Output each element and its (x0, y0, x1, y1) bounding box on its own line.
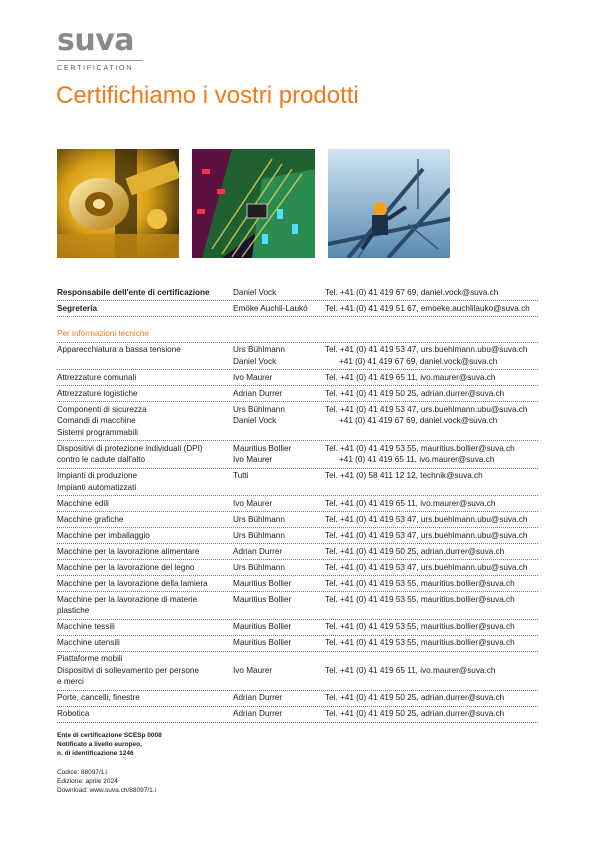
contact-details-cell (325, 470, 538, 493)
contact-name: Adrian Durrer (233, 546, 283, 556)
contact-name-cell (233, 562, 325, 574)
photo-circuit-boards (192, 149, 315, 258)
contact-details: +41 (0) 41 419 65 11, ivo.maurer@suva.ch (339, 455, 495, 464)
area-label: Comandi di macchine (57, 416, 136, 425)
table-row (57, 707, 538, 723)
contact-details: Tel. +41 (0) 41 419 53 55, mauritius.bollier@suva.ch (325, 594, 515, 604)
contact-details-cell (325, 562, 538, 574)
contact-name: Mauritius Bollier (233, 443, 292, 453)
area-label-cell (57, 637, 233, 649)
contact-details: Tel. +41 (0) 41 419 65 11, ivo.maurer@suva.ch (325, 665, 496, 675)
section-heading: Per informazioni tecniche (57, 328, 538, 343)
contact-details (325, 653, 538, 665)
contact-details: Tel. +41 (0) 41 419 53 55, mauritius.bollier@suva.ch (325, 622, 515, 631)
area-label: Macchine tessili (57, 622, 115, 631)
contact-name: Urs Bühlmann (233, 345, 285, 354)
contact-name-cell (233, 404, 325, 439)
table-row (57, 441, 538, 469)
contact-name: Urs Bühlmann (233, 404, 285, 414)
contact-row (57, 301, 538, 317)
area-label: Dispositivi di protezione individuali (DPI) (57, 443, 203, 453)
area-label: Sistemi programmabili (57, 427, 138, 437)
role-label: Responsabile dell'ente di certificazione (57, 287, 210, 297)
area-label: contro le cadute dall'alto (57, 455, 146, 464)
footer-line: Edizione: aprile 2024 (57, 778, 118, 785)
area-label-cell (57, 653, 233, 688)
contact-name: Mauritius Bollier (233, 622, 292, 631)
document-meta (57, 768, 156, 795)
contact-details-cell (325, 637, 538, 649)
contact-name: Adrian Durrer (233, 388, 283, 398)
contact-name: Emöke Auchli-Laukó (233, 303, 308, 313)
area-label-cell (57, 594, 233, 617)
table-row (57, 512, 538, 528)
footer-line: Codice: 88097/1.i (57, 769, 108, 776)
contact-details-cell (325, 498, 538, 510)
table-row (57, 691, 538, 707)
contact-name-cell (233, 621, 325, 633)
contact-name: Ivo Maurer (233, 455, 273, 464)
table-row (57, 652, 538, 691)
contact-details-cell (325, 514, 538, 526)
contact-name: Adrian Durrer (233, 693, 283, 702)
contact-name-cell (233, 388, 325, 400)
area-label-cell (57, 546, 233, 558)
contact-name-cell (233, 594, 325, 617)
contact-details: Tel. +41 (0) 41 419 50 25, adrian.durrer@suva.ch (325, 388, 505, 398)
contact-name: Mauritius Bollier (233, 638, 292, 647)
logo-wordmark: suva (57, 23, 135, 58)
contact-details: Tel. +41 (0) 41 419 53 47, urs.buehlmann.ubu@suva.ch (325, 514, 528, 524)
contact-name: Ivo Maurer (233, 665, 273, 675)
area-label: Macchine edili (57, 498, 109, 508)
contact-details: +41 (0) 41 419 67 69, daniel.vock@suva.ch (339, 416, 498, 425)
contact-name: Adrian Durrer (233, 709, 283, 718)
footer-line: Ente di certificazione SCESp 0008 (57, 732, 162, 739)
area-label-cell (57, 344, 233, 367)
area-label: Attrezzature logistiche (57, 388, 138, 398)
footer-line: Download: www.suva.ch/88097/1.i (57, 787, 157, 794)
contact-name-cell (233, 443, 325, 466)
contact-name-cell (233, 372, 325, 384)
contact-details-cell (325, 530, 538, 542)
contact-name: Tutti (233, 471, 249, 480)
contact-details: Tel. +41 (0) 41 419 53 55, mauritius.bollier@suva.ch (325, 578, 515, 588)
table-row (57, 402, 538, 441)
contact-name-cell (233, 578, 325, 590)
table-row (57, 386, 538, 402)
contact-row (57, 285, 538, 301)
contact-details: Tel. +41 (0) 58 411 12 12, technik@suva.ch (325, 471, 483, 480)
table-row (57, 496, 538, 512)
area-label: Macchine per la lavorazione di materie (57, 594, 198, 604)
contact-details: Tel. +41 (0) 41 419 53 47, urs.buehlmann.ubu@suva.ch (325, 530, 528, 540)
contact-details-cell (325, 443, 538, 466)
contact-details: Tel. +41 (0) 41 419 51 67, emoeke.auchlilauko@suva.ch (325, 303, 530, 313)
contact-name: Urs Bühlmann (233, 562, 285, 572)
table-row (57, 592, 538, 620)
table-row (57, 528, 538, 544)
contact-name: Daniel Vock (233, 416, 277, 425)
area-label: Macchine per la lavorazione della lamiera (57, 578, 208, 588)
area-label: Macchine grafiche (57, 514, 124, 524)
table-row (57, 370, 538, 386)
contact-details-cell (325, 344, 538, 367)
area-label-cell (57, 562, 233, 574)
area-label: e merci (57, 677, 84, 686)
contact-name: Urs Bühlmann (233, 530, 285, 540)
contact-details: Tel. +41 (0) 41 419 50 25, adrian.durrer@suva.ch (325, 693, 505, 702)
logo-subtitle: CERTIFICATION (57, 63, 134, 72)
contact-name: Ivo Maurer (233, 372, 273, 382)
area-label-cell (57, 372, 233, 384)
table-row (57, 469, 538, 497)
suva-logo (57, 23, 135, 72)
area-label-cell (57, 621, 233, 633)
area-label: Dispositivi di sollevamento per persone (57, 665, 199, 675)
role-label: Segreteria (57, 303, 98, 313)
technical-rows (57, 343, 538, 723)
contact-details-cell (325, 621, 538, 633)
contact-details: Tel. +41 (0) 41 419 53 47, urs.buehlmann.ubu@suva.ch (325, 562, 528, 572)
area-label: plastiche (57, 606, 90, 615)
contact-name: Daniel Vock (233, 356, 277, 366)
area-label-cell (57, 498, 233, 510)
technical-contacts-table (57, 328, 538, 723)
area-label: Attrezzature comunali (57, 372, 137, 382)
area-label: Porte, cancelli, finestre (57, 693, 140, 702)
area-label-cell (57, 388, 233, 400)
footer-line: n. di identificazione 1246 (57, 750, 134, 757)
area-label: Macchine per la lavorazione alimentare (57, 546, 200, 556)
area-label: Macchine utensili (57, 638, 120, 647)
area-label: Piattaforme mobili (57, 654, 123, 663)
contact-details-cell (325, 692, 538, 704)
contact-name: Ivo Maurer (233, 498, 273, 508)
logo-divider (57, 60, 143, 61)
contact-details: Tel. +41 (0) 41 419 53 55, mauritius.bollier@suva.ch (325, 638, 515, 647)
area-label-cell (57, 443, 233, 466)
contact-details: Tel. +41 (0) 41 419 53 55, mauritius.bollier@suva.ch (325, 443, 515, 453)
contact-name-cell (233, 530, 325, 542)
contact-name: Urs Bühlmann (233, 514, 285, 524)
table-row (57, 576, 538, 592)
table-row (57, 560, 538, 576)
area-label: Robotica (57, 709, 90, 718)
contact-name-cell (233, 653, 325, 688)
table-row (57, 544, 538, 560)
contact-name-cell (233, 344, 325, 367)
contact-name-cell (233, 708, 325, 720)
table-row (57, 636, 538, 652)
contact-name: Daniel Vock (233, 287, 277, 297)
area-label: Impianti di produzione (57, 471, 138, 480)
area-label: Componenti di sicurezza (57, 404, 147, 414)
area-label-cell (57, 578, 233, 590)
contact-details-cell (325, 594, 538, 617)
area-label: Macchine per imballaggio (57, 530, 150, 540)
contact-name: Mauritius Bollier (233, 594, 292, 604)
contact-details: Tel. +41 (0) 41 419 50 25, adrian.durrer@suva.ch (325, 709, 505, 718)
footer-line: Notificato a livello europeo, (57, 741, 142, 748)
area-label-cell (57, 530, 233, 542)
contact-name-cell (233, 470, 325, 493)
contact-name-cell (233, 637, 325, 649)
photo-hydraulic-machine (57, 149, 179, 258)
area-label-cell (57, 404, 233, 439)
management-contacts (57, 285, 538, 317)
contact-details: Tel. +41 (0) 41 419 65 11, ivo.maurer@suva.ch (325, 498, 496, 508)
contact-name-cell (233, 546, 325, 558)
contact-details: Tel. +41 (0) 41 419 50 25, adrian.durrer@suva.ch (325, 546, 505, 556)
page-title: Certifichiamo i vostri prodotti (56, 82, 359, 109)
contact-details-cell (325, 653, 538, 688)
contact-details: +41 (0) 41 419 67 69, daniel.vock@suva.ch (339, 356, 498, 366)
contact-details-cell (325, 546, 538, 558)
table-row (57, 343, 538, 371)
certification-notice (57, 731, 162, 758)
contact-details: Tel. +41 (0) 41 419 65 11, ivo.maurer@suva.ch (325, 372, 496, 382)
area-label: Apparecchiatura a bassa tensione (57, 345, 181, 354)
contact-details-cell (325, 372, 538, 384)
contact-details: Tel. +41 (0) 41 419 67 69, daniel.vock@suva.ch (325, 287, 499, 297)
contact-details: Tel. +41 (0) 41 419 53 47, urs.buehlmann.ubu@suva.ch (325, 404, 528, 414)
contact-details-cell (325, 578, 538, 590)
area-label-cell (57, 692, 233, 704)
photo-worker-steel-structure (328, 149, 450, 258)
contact-name: Mauritius Bollier (233, 578, 292, 588)
contact-name-cell (233, 498, 325, 510)
area-label-cell (57, 708, 233, 720)
contact-name-cell (233, 514, 325, 526)
contact-details-cell (325, 404, 538, 439)
area-label: Macchine per la lavorazione del legno (57, 562, 195, 572)
area-label: Impianti automatizzati (57, 482, 137, 492)
area-label-cell (57, 470, 233, 493)
contact-name (233, 653, 325, 665)
area-label-cell (57, 514, 233, 526)
contact-details-cell (325, 708, 538, 720)
table-row (57, 620, 538, 636)
contact-details: Tel. +41 (0) 41 419 53 47, urs.buehlmann.ubu@suva.ch (325, 345, 528, 354)
contact-name-cell (233, 692, 325, 704)
contact-details-cell (325, 388, 538, 400)
